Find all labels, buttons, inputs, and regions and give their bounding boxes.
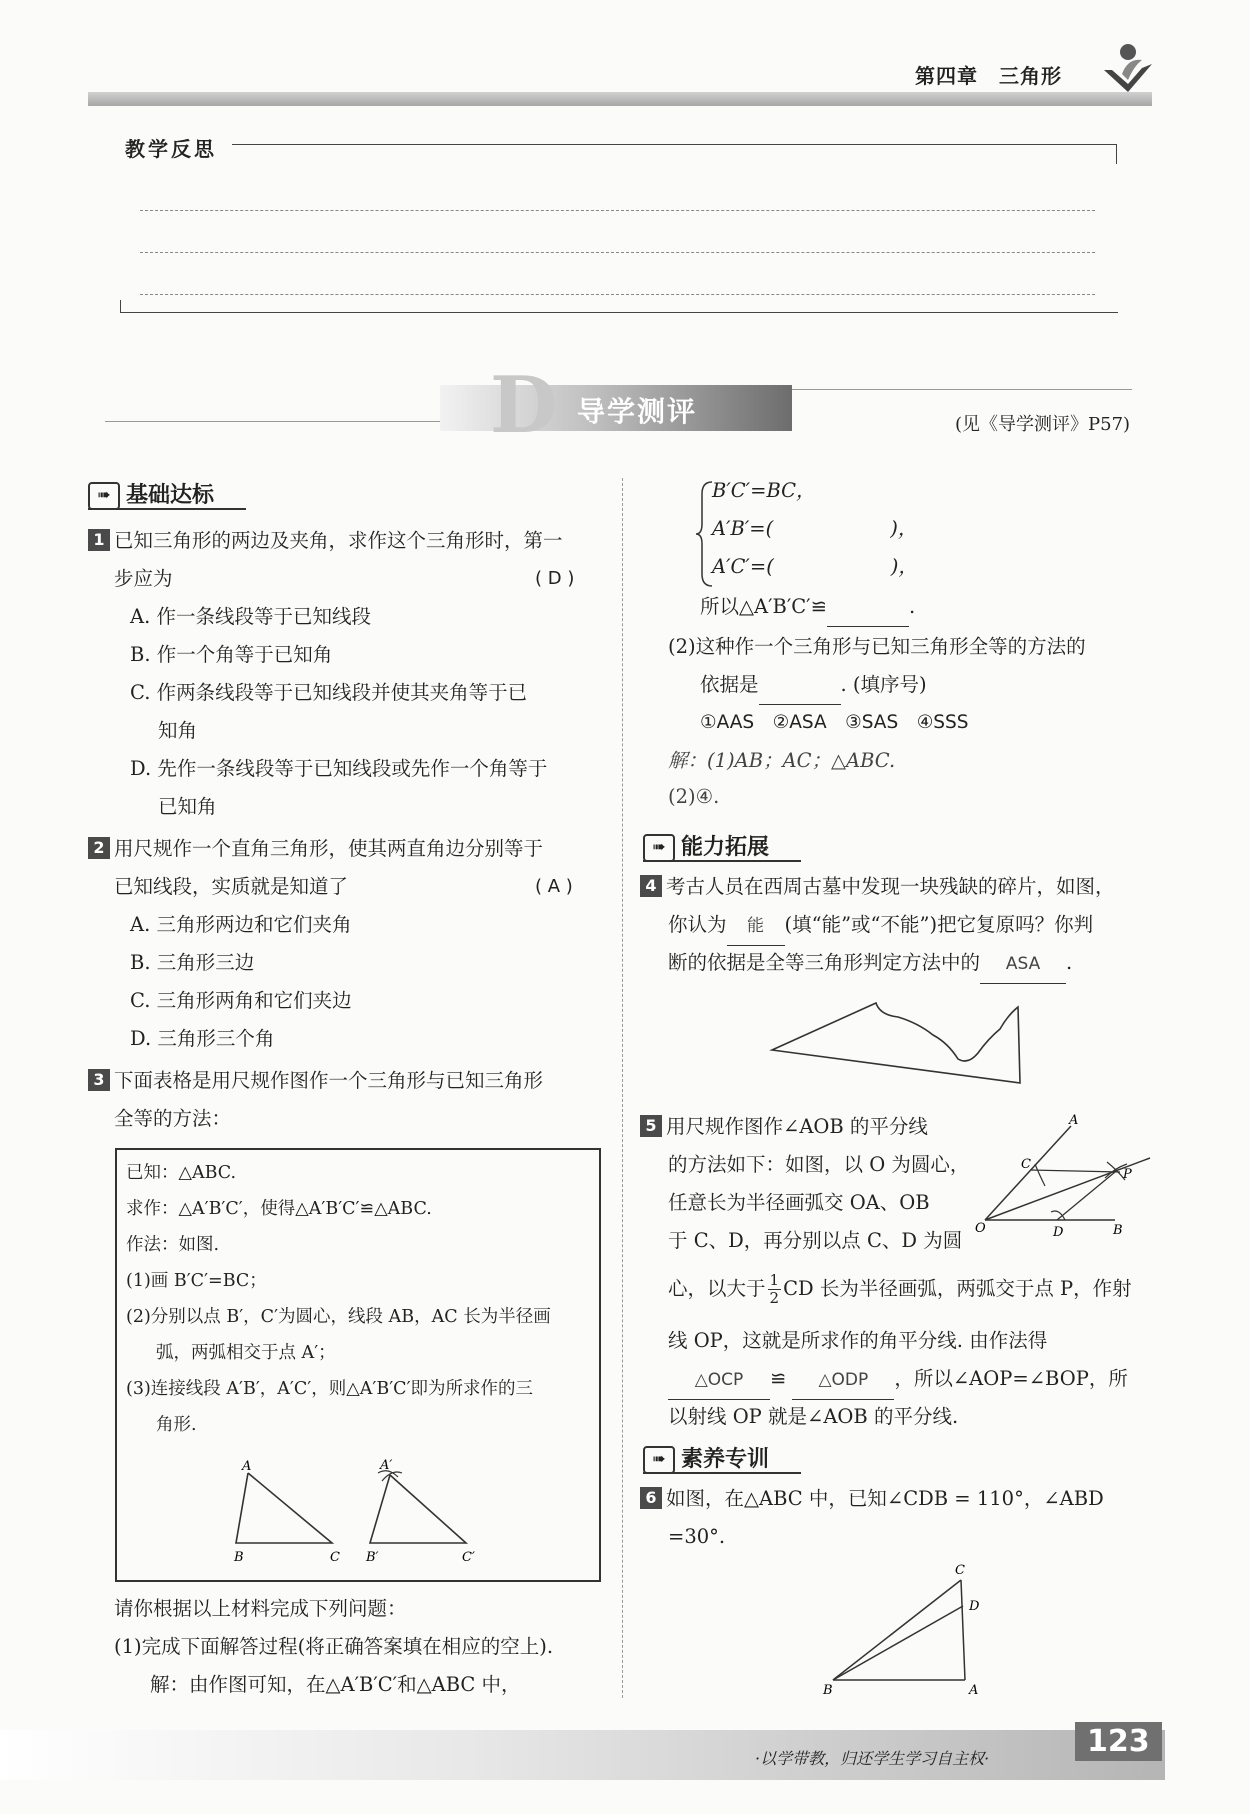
q5-line4: 于 C、D，再分别以点 C、D 为圆 bbox=[668, 1229, 963, 1252]
q3-solution2: (2)④. bbox=[668, 785, 720, 808]
q4-line3 bbox=[668, 944, 1072, 984]
q3-solution1: 解：(1)AB；AC；△ABC. bbox=[668, 749, 896, 772]
q1-option-a: A. 作一条线段等于已知线段 bbox=[130, 605, 371, 628]
q2-stem bbox=[88, 830, 543, 868]
q4-stem bbox=[640, 868, 1115, 906]
triangle-abc bbox=[236, 1473, 332, 1543]
q3-after2: (1)完成下面解答过程(将正确答案填在相应的空上). bbox=[114, 1635, 554, 1658]
tri1-label-c: C bbox=[330, 1550, 340, 1565]
box-step3-cont: 角形. bbox=[156, 1415, 197, 1435]
banner-title: 导学测评 bbox=[577, 395, 698, 428]
q4-fill1: 能 bbox=[727, 907, 785, 946]
q5-l7b: ，所以∠AOP=∠BOP，所 bbox=[894, 1367, 1128, 1390]
q5-line2: 的方法如下：如图，以 O 为圆心， bbox=[668, 1153, 970, 1176]
q4-number: 4 bbox=[640, 875, 662, 897]
therefore-blank bbox=[827, 588, 909, 627]
reflection-dotline bbox=[140, 294, 1095, 295]
q5-line6: 线 OP，这就是所求作的角平分线. 由作法得 bbox=[668, 1329, 1048, 1352]
fig5-label-p: P bbox=[1123, 1167, 1132, 1182]
reflection-dotline bbox=[140, 210, 1095, 211]
q1-option-d: D. 先作一条线段等于已知线段或先作一个角等于 bbox=[130, 757, 548, 780]
q5-l5a: 心，以大于 bbox=[668, 1277, 766, 1300]
reflection-label: 教学反思 bbox=[125, 137, 217, 161]
bisector-figure bbox=[975, 1112, 1155, 1240]
q6-stem bbox=[640, 1480, 1104, 1518]
construction-figure bbox=[220, 1455, 580, 1570]
triangle-a1b1c1 bbox=[370, 1475, 466, 1543]
q3-part2: (2)这种作一个三角形与已知三角形全等的方法的 bbox=[668, 635, 1086, 658]
box-step2-cont: 弧，两弧相交于点 A′； bbox=[156, 1343, 336, 1363]
q1-option-b: B. 作一个角等于已知角 bbox=[130, 643, 333, 666]
logo-icon bbox=[1098, 40, 1156, 98]
q2-option-c: C. 三角形两角和它们夹边 bbox=[130, 989, 352, 1012]
q2-answer: ( A ) bbox=[535, 876, 573, 897]
tri1-label-b: B bbox=[234, 1550, 244, 1565]
sys-line3: A′C′=( )， bbox=[712, 555, 918, 578]
section-basic-label: 基础达标 bbox=[126, 483, 215, 508]
header-bar bbox=[88, 92, 1152, 106]
column-divider bbox=[622, 478, 623, 1698]
banner-rule-right bbox=[792, 389, 1132, 390]
q6-number: 6 bbox=[640, 1487, 662, 1509]
box-step1: (1)画 B′C′=BC； bbox=[126, 1271, 267, 1291]
q5-fill1: △OCP bbox=[668, 1361, 770, 1400]
reflection-top-line bbox=[232, 144, 1117, 145]
reflection-bottom-line bbox=[120, 312, 1118, 313]
box-step2: (2)分别以点 B′，C′为圆心，线段 AB，AC 长为半径画 bbox=[126, 1307, 551, 1327]
q4-line2 bbox=[668, 906, 1093, 946]
fig5-label-d: D bbox=[1053, 1225, 1064, 1240]
triangle-figure bbox=[815, 1558, 1015, 1698]
fig6-label-a: A bbox=[969, 1683, 979, 1698]
reflection-left-tick bbox=[120, 300, 121, 312]
frac-denominator: 2 bbox=[769, 1289, 780, 1307]
q5-number: 5 bbox=[640, 1115, 662, 1137]
section-underline bbox=[643, 1472, 801, 1474]
part2-basis: 依据是 bbox=[700, 673, 759, 696]
tri2-label-c: C′ bbox=[462, 1550, 475, 1565]
fragment-figure bbox=[768, 995, 1028, 1090]
q5-fraction bbox=[768, 1272, 782, 1307]
reflection-dotline bbox=[140, 252, 1095, 253]
q1-stem-line2: 步应为 bbox=[114, 567, 173, 590]
part2-blank bbox=[759, 666, 841, 705]
part2-suffix: . (填序号) bbox=[840, 673, 927, 696]
banner-letter: D bbox=[490, 360, 558, 451]
q1-number: 1 bbox=[88, 529, 110, 551]
page-number: 123 bbox=[1075, 1722, 1162, 1761]
section-ability-label: 能力拓展 bbox=[681, 835, 770, 860]
fig5-label-c: C bbox=[1021, 1157, 1031, 1172]
section-underline bbox=[88, 508, 246, 510]
q3-therefore: 所以△A′B′C′≌ . bbox=[700, 588, 915, 627]
q2-option-a: A. 三角形两边和它们夹角 bbox=[130, 913, 352, 936]
q4-l2b: (填“能”或“不能”)把它复原吗？你判 bbox=[784, 913, 1094, 936]
tri2-label-b: B′ bbox=[366, 1550, 379, 1565]
arrow-icon: ➠ bbox=[88, 482, 120, 510]
q3-stem bbox=[88, 1062, 543, 1100]
q4-l3b: . bbox=[1066, 951, 1073, 974]
sys-line1: B′C′=BC， bbox=[712, 479, 816, 502]
q4-l3a: 断的依据是全等三角形判定方法中的 bbox=[668, 951, 981, 974]
section-literacy-label: 素养专训 bbox=[681, 1447, 770, 1472]
fig5-label-b: B bbox=[1113, 1223, 1123, 1238]
section-literacy bbox=[643, 1442, 769, 1474]
fig6-label-b: B bbox=[823, 1683, 833, 1698]
q5-line7 bbox=[668, 1360, 1128, 1400]
reflection-right-tick bbox=[1116, 144, 1117, 164]
chapter-title: 第四章 三角形 bbox=[915, 64, 1062, 88]
sys-line2: A′B′=( )， bbox=[712, 517, 918, 540]
q1-answer: ( D ) bbox=[535, 568, 575, 589]
footer-band bbox=[0, 1730, 1165, 1780]
q1-option-d-cont: 已知角 bbox=[158, 795, 217, 818]
q5-fill2: △ODP bbox=[792, 1361, 894, 1400]
box-given: 已知：△ABC. bbox=[126, 1163, 237, 1183]
q6-line1: 如图，在△ABC 中，已知∠CDB = 110°，∠ABD bbox=[666, 1487, 1104, 1510]
arrow-icon: ➠ bbox=[643, 1446, 675, 1474]
q2-stem-line2: 已知线段，实质就是知道了 bbox=[114, 875, 349, 898]
q4-l2a: 你认为 bbox=[668, 913, 727, 936]
q5-line3: 任意长为半径画弧交 OA、OB bbox=[668, 1191, 930, 1214]
footer-slogan: ·以学带教，归还学生学习自主权· bbox=[755, 1749, 990, 1768]
q1-stem-line1: 已知三角形的两边及夹角，求作这个三角形时，第一 bbox=[114, 529, 563, 552]
q3-stem-line1: 下面表格是用尺规作图作一个三角形与已知三角形 bbox=[114, 1069, 544, 1092]
fig6-label-d: D bbox=[969, 1599, 980, 1614]
q1-stem bbox=[88, 522, 563, 560]
therefore-text: 所以△A′B′C′≌ bbox=[700, 595, 827, 618]
tri1-label-a: A bbox=[242, 1459, 252, 1474]
fig5-label-a: A bbox=[1069, 1113, 1079, 1128]
fig5-label-o: O bbox=[975, 1221, 986, 1236]
q2-stem-line1: 用尺规作一个直角三角形，使其两直角边分别等于 bbox=[114, 837, 544, 860]
q4-line1: 考古人员在西周古墓中发现一块残缺的碎片，如图， bbox=[666, 875, 1115, 898]
q3-after1: 请你根据以上材料完成下列问题： bbox=[114, 1597, 407, 1620]
tri2-label-a: A′ bbox=[380, 1458, 393, 1473]
q1-option-c-cont: 知角 bbox=[158, 719, 198, 742]
q5-line5 bbox=[668, 1270, 1132, 1308]
q5-stem bbox=[640, 1108, 928, 1146]
arrow-icon: ➠ bbox=[643, 834, 675, 862]
q3-after3: 解：由作图可知，在△A′B′C′和△ABC 中， bbox=[150, 1673, 521, 1696]
fig6-label-c: C bbox=[955, 1563, 965, 1578]
q5-l5b: CD 长为半径画弧，两弧交于点 P，作射 bbox=[783, 1277, 1132, 1300]
section-basic bbox=[88, 478, 214, 510]
q4-fill2: ASA bbox=[980, 945, 1066, 984]
q5-cong: ≌ bbox=[770, 1367, 787, 1390]
q3-number: 3 bbox=[88, 1069, 110, 1091]
q5-line1: 用尺规作图作∠AOB 的平分线 bbox=[666, 1115, 928, 1138]
q3-part2-line2 bbox=[700, 666, 927, 705]
q5-line8: 以射线 OP 就是∠AOB 的平分线. bbox=[668, 1405, 959, 1428]
banner-reference: (见《导学测评》P57) bbox=[955, 414, 1131, 435]
q6-line2: =30°. bbox=[668, 1525, 726, 1548]
q2-option-d: D. 三角形三个角 bbox=[130, 1027, 275, 1050]
box-find: 求作：△A′B′C′，使得△A′B′C′≌△ABC. bbox=[126, 1199, 432, 1219]
box-step3: (3)连接线段 A′B′，A′C′，则△A′B′C′即为所求作的三 bbox=[126, 1379, 534, 1399]
q2-option-b: B. 三角形三边 bbox=[130, 951, 255, 974]
section-underline bbox=[643, 860, 801, 862]
q1-option-c: C. 作两条线段等于已知线段并使其夹角等于已 bbox=[130, 681, 528, 704]
banner-rule-left bbox=[105, 421, 445, 422]
q3-options: ①AAS ②ASA ③SAS ④SSS bbox=[700, 712, 969, 733]
q2-number: 2 bbox=[88, 837, 110, 859]
box-method: 作法：如图. bbox=[126, 1235, 220, 1255]
q3-stem-line2: 全等的方法： bbox=[114, 1107, 232, 1130]
frac-numerator: 1 bbox=[769, 1271, 780, 1289]
section-ability bbox=[643, 830, 769, 862]
